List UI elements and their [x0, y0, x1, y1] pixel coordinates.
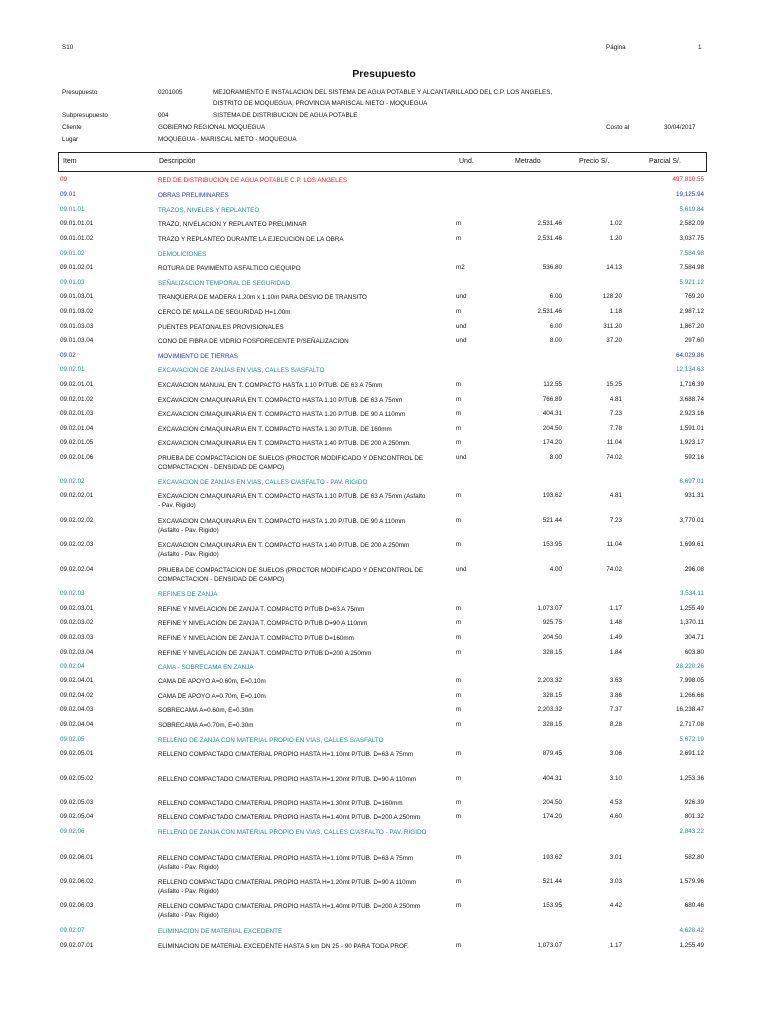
cell-parcial: 1,591.01 — [679, 425, 704, 432]
cell-parcial: 3,770.01 — [679, 517, 704, 524]
cell-unit: m — [456, 775, 462, 782]
cell-parcial: 3,688.74 — [679, 396, 704, 403]
cell-metrado: 328.15 — [542, 721, 562, 728]
cell-precio: 3.01 — [609, 854, 622, 861]
cell-description: EXCAVACION C/MAQUINARIA EN T. COMPACTO HASTA 1.40 P/TUB. DE 200 A 250mm — [158, 440, 410, 447]
cell-precio: 8.28 — [609, 721, 622, 728]
column-header-und: Und. — [459, 158, 474, 165]
cell-item: 09 — [60, 176, 68, 183]
cell-item: 09.02.02.02 — [60, 517, 94, 524]
cell-description: SOBRECAMA A=0.60m, E=0.30m — [158, 707, 254, 714]
cell-description: OBRAS PRELIMINARES — [158, 192, 229, 199]
cell-metrado: 112.55 — [543, 381, 562, 388]
cell-description: RELLENO COMPACTADO C/MATERIAL PROPIO HASTA H=1.40mt P/TUB. D=200 A 250mm — [158, 814, 421, 821]
cell-parcial: 7,998.05 — [679, 677, 704, 684]
cell-precio: 3.03 — [609, 878, 622, 885]
cell-precio: 3.10 — [609, 775, 622, 782]
cell-item: 09.02.05 — [60, 736, 85, 743]
cell-unit: m — [456, 902, 462, 909]
cell-item: 09.02.07 — [60, 927, 85, 934]
cell-unit: m — [456, 721, 462, 728]
presupuesto-desc-line1: MEJORAMIENTO E INSTALACION DEL SISTEMA DE AGUA POTABLE Y ALCANTARILLADO DEL C.P. LOS ANGELES, — [213, 89, 553, 96]
cell-item: 09.02.02.03 — [60, 541, 94, 548]
cell-parcial: 1,579.96 — [679, 878, 704, 885]
cell-item: 09.02.01.03 — [60, 410, 94, 417]
cell-parcial: 3,534.11 — [679, 590, 704, 597]
cell-unit: m2 — [456, 264, 465, 271]
cell-item: 09.02.02.04 — [60, 566, 94, 573]
cell-description: MOVIMIENTO DE TIERRAS — [158, 353, 238, 360]
cell-precio: 1.17 — [609, 942, 622, 949]
cell-item: 09.01.03.03 — [60, 323, 94, 330]
cell-parcial: 1,716.39 — [679, 381, 704, 388]
cell-unit: und — [456, 566, 467, 573]
cell-metrado: 204.50 — [542, 799, 562, 806]
lugar-label: Lugar — [62, 136, 79, 143]
cell-item: 09.01.02 — [60, 250, 85, 257]
lugar-value: MOQUEGUA - MARISCAL NIETO - MOQUEGUA — [158, 136, 297, 143]
cell-description: RELLENO DE ZANJA CON MATERIAL PROPIO EN VIAS, CALLES S/ASFALTO — [158, 737, 384, 744]
cell-unit: m — [456, 634, 462, 641]
cell-item: 09.02.03.01 — [60, 605, 94, 612]
cell-parcial: 2,987.12 — [679, 308, 704, 315]
cell-metrado: 2,203.32 — [537, 706, 562, 713]
cell-description: RELLENO COMPACTADO C/MATERIAL PROPIO HASTA H=1.20mt P/TUB. D=90 A 110mm (Asfalto - Pav. Rigido) — [158, 879, 417, 895]
cell-unit: m — [456, 235, 462, 242]
cell-item: 09.02.04.04 — [60, 721, 94, 728]
cell-description: CAMA - SOBRECAMA EN ZANJA — [158, 664, 254, 671]
cell-description: REFINE Y NIVELACION DE ZANJA T. COMPACTO P/TUB D=90 A 110mm — [158, 620, 368, 627]
cell-item: 09.02.03.02 — [60, 619, 94, 626]
column-header-parcial: Parcial S/. — [649, 158, 681, 165]
cell-description: RED DE DISTRIBUCION DE AGUA POTABLE C.P. LOS ANGELES — [158, 177, 348, 184]
cell-description: EXCAVACION C/MAQUINARIA EN T. COMPACTO HASTA 1.40 P/TUB. DE 200 A 250mm (Asfalto - Pav. Rigido) — [158, 542, 410, 558]
cell-parcial: 12,134.63 — [675, 366, 704, 373]
cell-precio: 7.78 — [609, 425, 622, 432]
cell-unit: m — [456, 517, 462, 524]
cell-metrado: 521.44 — [542, 517, 562, 524]
cell-precio: 37.20 — [606, 337, 622, 344]
cell-parcial: 7,584.98 — [679, 264, 704, 271]
cell-description: REFINE Y NIVELACION DE ZANJA T. COMPACTO P/TUB D=160mm — [158, 635, 354, 642]
cell-precio: 1.49 — [609, 634, 622, 641]
cell-unit: m — [456, 410, 462, 417]
page-label: Página — [606, 44, 626, 51]
cell-item: 09.01.03.04 — [60, 337, 94, 344]
cell-precio: 11.04 — [606, 439, 622, 446]
cell-parcial: 603.80 — [684, 649, 704, 656]
cell-description: RELLENO COMPACTADO C/MATERIAL PROPIO HASTA H=1.20mt P/TUB. D=90 A 110mm — [158, 776, 417, 783]
cell-parcial: 769.20 — [684, 293, 704, 300]
cell-description: EXCAVACION DE ZANJAS EN VIAS, CALLES C/ASFALTO - PAV. RIGIDO — [158, 479, 368, 486]
cell-description: SEÑALIZACION TEMPORAL DE SEGURIDAD — [158, 280, 290, 287]
cell-description: EXCAVACION DE ZANJAS EN VIAS, CALLES S/ASFALTO — [158, 367, 325, 374]
cell-parcial: 5,619.84 — [679, 206, 704, 213]
subpresupuesto-label: Subpresupuesto — [62, 112, 108, 119]
cell-metrado: 204.50 — [542, 634, 562, 641]
cell-description: PUENTES PEATONALES PROVISIONALES — [158, 324, 284, 331]
cell-item: 09.01.01 — [60, 206, 85, 213]
presupuesto-desc-line2: DISTRITO DE MOQUEGUA, PROVINCIA MARISCAL NIETO - MOQUEGUA — [213, 100, 428, 107]
cell-parcial: 7,584.98 — [679, 250, 704, 257]
cell-description: RELLENO COMPACTADO C/MATERIAL PROPIO HASTA H=1.40mt P/TUB. D=200 A 250mm (Asfalto - Pav. Rigido) — [158, 903, 421, 919]
cell-metrado: 404.31 — [542, 410, 562, 417]
column-header-metrado: Metrado — [515, 158, 541, 165]
cell-unit: m — [456, 706, 462, 713]
software-label: S10 — [62, 44, 74, 51]
cell-description: RELLENO COMPACTADO C/MATERIAL PROPIO HASTA H=1.10mt P/TUB. D=63 A 75mm — [158, 751, 414, 758]
cell-item: 09.01.01.02 — [60, 235, 94, 242]
cell-precio: 3.63 — [609, 677, 622, 684]
column-header-descripcion: Descripción — [159, 158, 196, 165]
cell-description: PRUEBA DE COMPACTACION DE SUELOS (PROCTOR MODIFICADO Y DENCONTROL DE COMPACTACION - DENSIDAD DE CAMPO) — [158, 455, 424, 471]
subpresupuesto-code: 004 — [158, 112, 169, 119]
cell-item: 09.01 — [60, 191, 76, 198]
cell-item: 09.02.01.05 — [60, 439, 94, 446]
cell-description: CONO DE FIBRA DE VIDRIO FOSFORECENTE P/SEÑALIZACION — [158, 338, 349, 345]
cell-metrado: 8.00 — [549, 337, 562, 344]
cell-parcial: 2,717.08 — [679, 721, 704, 728]
cell-parcial: 801.32 — [684, 813, 704, 820]
subpresupuesto-desc: SISTEMA DE DISTRIBUCION DE AGUA POTABLE — [213, 112, 358, 119]
cell-parcial: 1,867.20 — [679, 323, 704, 330]
table-header — [58, 152, 707, 172]
cell-parcial: 1,923.17 — [679, 439, 704, 446]
cell-metrado: 204.50 — [542, 425, 562, 432]
cell-precio: 11.04 — [606, 541, 622, 548]
cell-unit: m — [456, 605, 462, 612]
cell-parcial: 1,253.36 — [679, 775, 704, 782]
cell-unit: m — [456, 813, 462, 820]
cell-description: CAMA DE APOYO A=0.70m, E=0.10m — [158, 693, 266, 700]
cell-metrado: 766.89 — [542, 396, 562, 403]
cell-unit: m — [456, 439, 462, 446]
cell-precio: 7.23 — [609, 517, 622, 524]
cell-unit: m — [456, 619, 462, 626]
cell-parcial: 1,255.49 — [679, 605, 704, 612]
cell-description: CAMA DE APOYO A=0.60m, E=0.10m — [158, 678, 266, 685]
cell-description: ELIMINACION DE MATERIAL EXCEDENTE — [158, 928, 283, 935]
cell-description: CERCO DE MALLA DE SEGURIDAD H=1.00m — [158, 309, 291, 316]
cell-precio: 7.23 — [609, 410, 622, 417]
cell-parcial: 931.31 — [684, 492, 704, 499]
cell-item: 09.02.01 — [60, 366, 85, 373]
cell-parcial: 2,691.12 — [679, 750, 704, 757]
cell-item: 09.02.04.03 — [60, 706, 94, 713]
cell-precio: 4.42 — [609, 902, 622, 909]
cell-item: 09.02.02.01 — [60, 492, 94, 499]
cell-unit: m — [456, 541, 462, 548]
cell-unit: m — [456, 942, 462, 949]
cell-parcial: 28,220.26 — [675, 663, 704, 670]
cell-metrado: 521.44 — [542, 878, 562, 885]
cell-parcial: 926.39 — [684, 799, 704, 806]
cell-metrado: 328.15 — [542, 649, 562, 656]
cell-description: RELLENO COMPACTADO C/MATERIAL PROPIO HASTA H=1.30mt P/TUB. D=160mm — [158, 800, 403, 807]
cell-description: TRANQUERA DE MADERA 1.20m x 1.10m PARA DESVIO DE TRANSITO — [158, 294, 367, 301]
cell-item: 09.02.06.01 — [60, 854, 94, 861]
cell-precio: 4.81 — [609, 396, 622, 403]
cell-parcial: 680.46 — [684, 902, 704, 909]
cell-description: EXCAVACION C/MAQUINARIA EN T. COMPACTO HASTA 1.20 P/TUB. DE 90 A 110mm (Asfalto - Pav. Rigido) — [158, 518, 406, 534]
cell-item: 09.02.04.01 — [60, 677, 94, 684]
cell-parcial: 6,697.01 — [679, 478, 704, 485]
cell-parcial: 2,923.16 — [679, 410, 704, 417]
cell-unit: m — [456, 425, 462, 432]
column-header-item: Item — [63, 158, 77, 165]
cell-unit: m — [456, 220, 462, 227]
cell-precio: 14.13 — [606, 264, 622, 271]
cell-description: RELLENO DE ZANJA CON MATERIAL PROPIO EN VIAS, CALLES C/ASFALTO - PAV. RIGIDO — [158, 829, 427, 836]
cell-metrado: 925.75 — [542, 619, 562, 626]
cell-item: 09.02.03.03 — [60, 634, 94, 641]
cell-item: 09.02.02 — [60, 478, 85, 485]
cell-parcial: 5,672.19 — [679, 736, 704, 743]
cell-parcial: 582.80 — [684, 854, 704, 861]
cell-item: 09.01.03.02 — [60, 308, 94, 315]
cell-precio: 1.20 — [609, 235, 622, 242]
cell-unit: m — [456, 854, 462, 861]
cell-precio: 7.37 — [609, 706, 622, 713]
cell-metrado: 174.20 — [542, 439, 562, 446]
cell-precio: 15.25 — [606, 381, 622, 388]
cell-parcial: 1,266.66 — [679, 692, 704, 699]
cell-precio: 74.02 — [606, 566, 622, 573]
cell-precio: 3.06 — [609, 750, 622, 757]
cell-metrado: 174.20 — [542, 813, 562, 820]
cell-unit: m — [456, 878, 462, 885]
cell-item: 09.02.01.06 — [60, 454, 94, 461]
cell-item: 09.02.05.03 — [60, 799, 94, 806]
cell-parcial: 2,582.09 — [679, 220, 704, 227]
cell-precio: 1.18 — [609, 308, 622, 315]
cliente-label: Cliente — [62, 124, 82, 131]
cell-unit: m — [456, 799, 462, 806]
cell-unit: m — [456, 381, 462, 388]
cell-item: 09.02.01.01 — [60, 381, 94, 388]
cell-item: 09.02.07.01 — [60, 942, 94, 949]
column-header-precio: Precio S/. — [579, 158, 610, 165]
cell-parcial: 592.16 — [684, 454, 704, 461]
cell-metrado: 404.31 — [542, 775, 562, 782]
cell-metrado: 2,531.46 — [537, 220, 562, 227]
cell-unit: und — [456, 337, 467, 344]
cell-item: 09.01.03.01 — [60, 293, 94, 300]
cell-description: DEMOLICIONES — [158, 251, 207, 258]
cell-parcial: 4,628.42 — [679, 927, 704, 934]
cell-item: 09.02.05.01 — [60, 750, 94, 757]
cell-unit: m — [456, 677, 462, 684]
cell-metrado: 6.00 — [549, 293, 562, 300]
cell-item: 09.02.05.04 — [60, 813, 94, 820]
cell-item: 09.02.03 — [60, 590, 85, 597]
cell-parcial: 2,843.22 — [679, 828, 704, 835]
cell-metrado: 1,073.07 — [537, 942, 562, 949]
cell-metrado: 2,531.46 — [537, 235, 562, 242]
cell-unit: und — [456, 293, 467, 300]
cell-description: EXCAVACION C/MAQUINARIA EN T. COMPACTO HASTA 1.10 P/TUB. DE 63 A 75mm (Asfalto - Pav. Rigido) — [158, 493, 426, 509]
cell-description: SOBRECAMA A=0.70m, E=0.30m — [158, 722, 254, 729]
cell-item: 09.02.06 — [60, 828, 85, 835]
cell-precio: 128.20 — [602, 293, 622, 300]
cell-unit: und — [456, 454, 467, 461]
cell-parcial: 304.71 — [684, 634, 704, 641]
cell-metrado: 193.62 — [542, 854, 562, 861]
cell-parcial: 297.60 — [684, 337, 704, 344]
cell-description: ELIMINACION DE MATERIAL EXCEDENTE HASTA 5 km DN 25 - 90 PARA TODA PROF. — [158, 943, 409, 950]
page-title: Presupuesto — [352, 68, 416, 80]
cell-item: 09.01.03 — [60, 279, 85, 286]
cell-unit: und — [456, 323, 467, 330]
cell-precio: 74.02 — [606, 454, 622, 461]
cell-metrado: 2,203.32 — [537, 677, 562, 684]
cell-precio: 3.86 — [609, 692, 622, 699]
cell-parcial: 3,037.75 — [679, 235, 704, 242]
cell-description: ROTURA DE PAVIMENTO ASFALTICO C/EQUIPO — [158, 265, 301, 272]
cell-description: TRAZOS, NIVELES Y REPLANTEO — [158, 207, 260, 214]
cell-description: REFINES DE ZANJA — [158, 591, 218, 598]
cell-precio: 1.84 — [609, 649, 622, 656]
cell-description: EXCAVACION C/MAQUINARIA EN T. COMPACTO HASTA 1.30 P/TUB. DE 160mm — [158, 426, 392, 433]
presupuesto-code: 0201005 — [158, 89, 183, 96]
cell-item: 09.02.06.02 — [60, 878, 94, 885]
cell-parcial: 1,699.61 — [679, 541, 704, 548]
cell-description: RELLENO COMPACTADO C/MATERIAL PROPIO HASTA H=1.10mt P/TUB. D=63 A 75mm (Asfalto - Pav. Rigido) — [158, 855, 414, 871]
cell-metrado: 8.00 — [549, 454, 562, 461]
cell-parcial: 1,255.49 — [679, 942, 704, 949]
cell-precio: 1.17 — [609, 605, 622, 612]
cell-metrado: 6.00 — [549, 323, 562, 330]
cell-parcial: 16,238.47 — [675, 706, 704, 713]
cliente-value: GOBIERNO REGIONAL MOQUEGUA — [158, 124, 266, 131]
cell-precio: 4.60 — [609, 813, 622, 820]
cell-description: EXCAVACION MANUAL EN T. COMPACTO HASTA 1.10 P/TUB. DE 63 A 75mm — [158, 382, 383, 389]
cell-item: 09.01.01.01 — [60, 220, 94, 227]
cell-metrado: 153.95 — [542, 541, 562, 548]
cell-metrado: 153.95 — [542, 902, 562, 909]
cell-unit: m — [456, 396, 462, 403]
cell-parcial: 1,370.11 — [679, 619, 704, 626]
cell-item: 09.02.04 — [60, 663, 85, 670]
cell-parcial: 19,125.94 — [675, 191, 704, 198]
cell-parcial: 64,029.86 — [675, 352, 704, 359]
cell-description: EXCAVACION C/MAQUINARIA EN T. COMPACTO HASTA 1.20 P/TUB. DE 90 A 110mm — [158, 411, 406, 418]
cell-parcial: 296.08 — [684, 566, 704, 573]
cell-precio: 1.48 — [609, 619, 622, 626]
cell-item: 09.02.01.04 — [60, 425, 94, 432]
cell-unit: m — [456, 649, 462, 656]
costo-date: 30/04/2017 — [664, 124, 696, 131]
cell-parcial: 5,921.12 — [679, 279, 704, 286]
cell-metrado: 536.80 — [542, 264, 562, 271]
cell-description: TRAZO Y REPLANTEO DURANTE LA EJECUCION DE LA OBRA — [158, 236, 344, 243]
cell-unit: m — [456, 492, 462, 499]
cell-metrado: 328.15 — [542, 692, 562, 699]
cell-precio: 1.02 — [609, 220, 622, 227]
cell-metrado: 1,073.07 — [537, 605, 562, 612]
cell-description: REFINE Y NIVELACION DE ZANJA T. COMPACTO P/TUB D=63 A 75mm — [158, 606, 365, 613]
cell-precio: 4.81 — [609, 492, 622, 499]
costo-label: Costo al — [606, 124, 630, 131]
cell-item: 09.02.03.04 — [60, 649, 94, 656]
page-number: 1 — [698, 44, 702, 51]
cell-description: REFINE Y NIVELACION DE ZANJA T. COMPACTO P/TUB D=200 A 250mm — [158, 650, 372, 657]
cell-metrado: 4.00 — [549, 566, 562, 573]
cell-description: TRAZO, NIVELACION Y REPLANTEO PRELIMINAR — [158, 221, 307, 228]
cell-description: EXCAVACION C/MAQUINARIA EN T. COMPACTO HASTA 1.10 P/TUB. DE 63 A 75mm — [158, 397, 403, 404]
cell-item: 09.02.06.03 — [60, 902, 94, 909]
cell-precio: 4.53 — [609, 799, 622, 806]
cell-description: PRUEBA DE COMPACTACION DE SUELOS (PROCTOR MODIFICADO Y DENCONTROL DE COMPACTACION - DENSIDAD DE CAMPO) — [158, 567, 424, 583]
cell-metrado: 879.45 — [542, 750, 562, 757]
cell-unit: m — [456, 750, 462, 757]
cell-item: 09.02 — [60, 352, 76, 359]
cell-unit: m — [456, 692, 462, 699]
cell-item: 09.02.01.02 — [60, 396, 94, 403]
cell-metrado: 2,531.46 — [537, 308, 562, 315]
cell-item: 09.02.05.02 — [60, 775, 94, 782]
cell-unit: m — [456, 308, 462, 315]
presupuesto-label: Presupuesto — [62, 89, 98, 96]
cell-item: 09.01.02.01 — [60, 264, 94, 271]
cell-parcial: 497,810.55 — [672, 176, 704, 183]
cell-item: 09.02.04.02 — [60, 692, 94, 699]
cell-precio: 311.20 — [603, 323, 622, 330]
cell-metrado: 193.62 — [542, 492, 562, 499]
